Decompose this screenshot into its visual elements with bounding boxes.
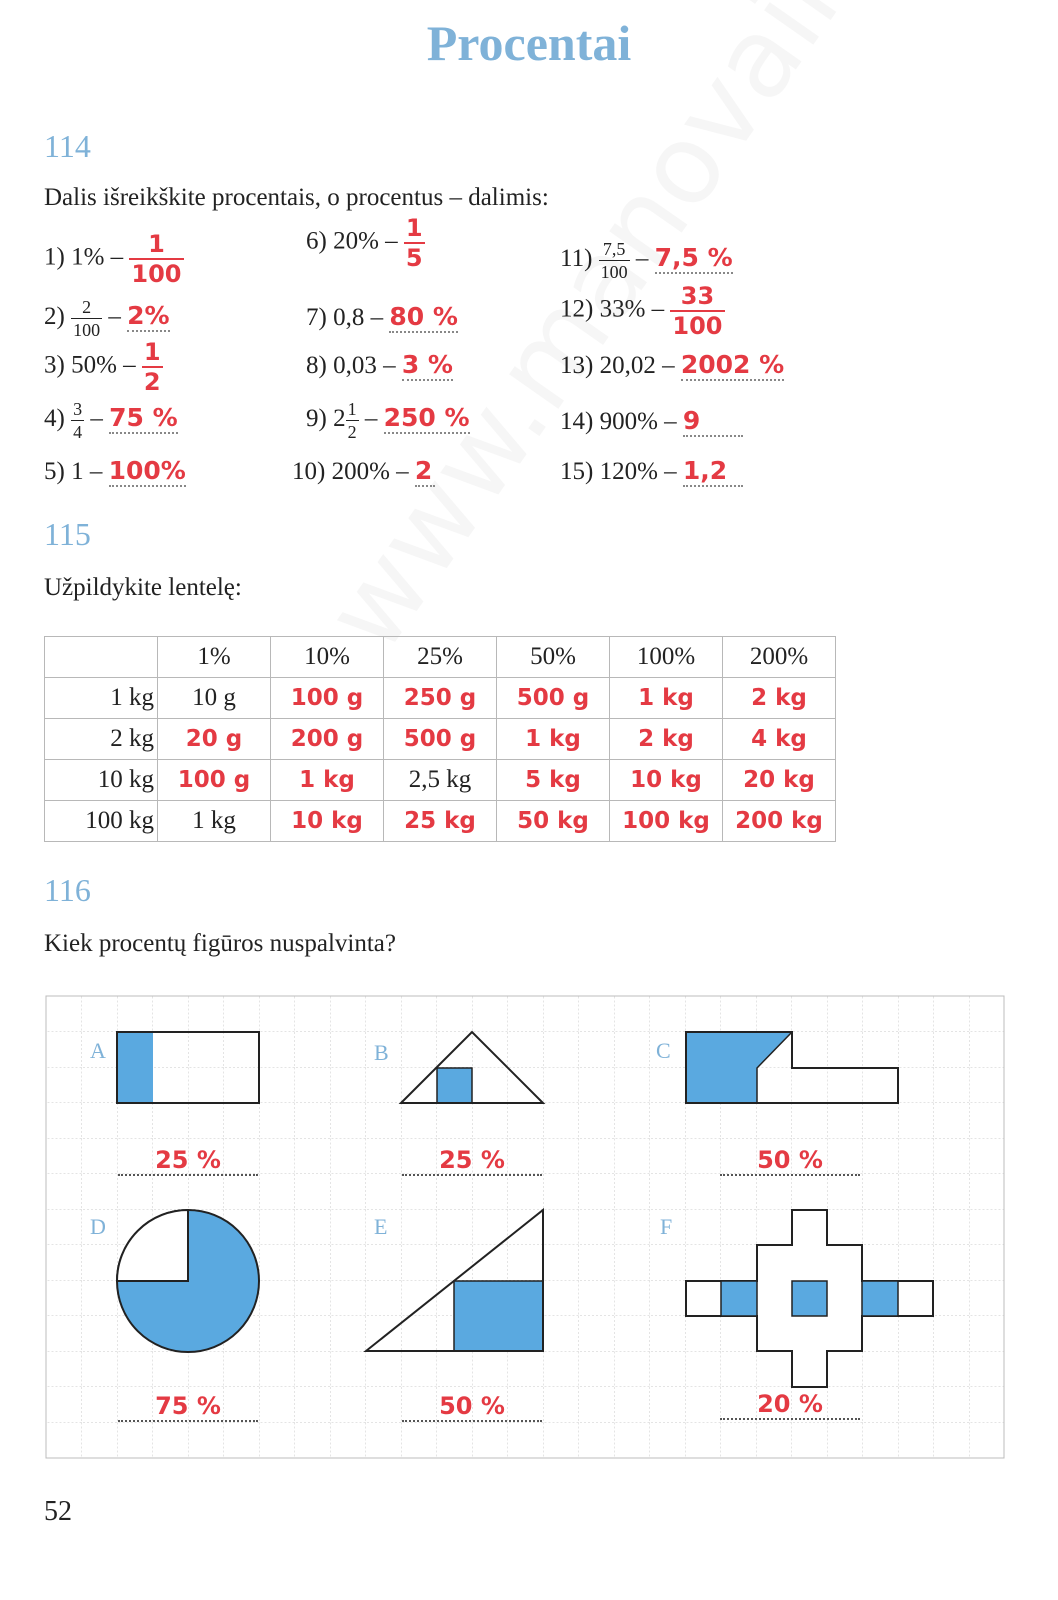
answer-10: 2 bbox=[415, 456, 435, 487]
exercise-114-number: 114 bbox=[44, 128, 91, 164]
figure-e-answer: 50 % bbox=[402, 1392, 542, 1422]
table-cell-answer: 100 g bbox=[158, 760, 271, 801]
table-cell-answer: 1 kg bbox=[271, 760, 384, 801]
exercise-116-instruction: Kiek procentų figūros nuspalvinta? bbox=[44, 930, 396, 957]
table-cell-answer: 100 kg bbox=[610, 801, 723, 842]
answer-11: 7,5 % bbox=[654, 243, 733, 273]
answer-2: 2% bbox=[127, 301, 170, 331]
table-cell-answer: 5 kg bbox=[497, 760, 610, 801]
table-cell: 1 kg bbox=[158, 801, 271, 842]
figure-b-label: B bbox=[374, 1040, 389, 1065]
item-10: 10) 200% – 2 bbox=[292, 456, 435, 487]
item-9: 9) 2 $\frac{1}{2}$ – 250 % bbox=[306, 399, 470, 442]
table-row-header: 2 kg bbox=[45, 719, 158, 760]
table-header-cell: 200% bbox=[723, 637, 836, 678]
answer-6: $\frac{1}{5}$ bbox=[405, 214, 423, 272]
figure-a-answer: 25 % bbox=[118, 1146, 258, 1176]
figure-b-answer: 25 % bbox=[402, 1146, 542, 1176]
answer-13: 2002 % bbox=[680, 350, 785, 379]
figure-a-label: A bbox=[90, 1038, 106, 1063]
answer-9: 250 % bbox=[383, 403, 470, 433]
figure-c-label: C bbox=[656, 1038, 671, 1063]
table-cell-answer: 100 g bbox=[271, 678, 384, 719]
table-cell-answer: 500 g bbox=[497, 678, 610, 719]
table-cell-answer: 20 g bbox=[158, 719, 271, 760]
table-cell: 2,5 kg bbox=[384, 760, 497, 801]
figure-d-label: D bbox=[90, 1214, 106, 1239]
answer-1: $\frac{1}{100}$ bbox=[131, 230, 182, 288]
exercise-116-number: 116 bbox=[44, 872, 91, 908]
table-header-cell: 1% bbox=[158, 637, 271, 678]
item-11: 11) $\frac{7,5}{100}$ – 7,5 % bbox=[560, 239, 733, 282]
answer-14: 9 bbox=[683, 406, 743, 437]
answer-3: $\frac{1}{2}$ bbox=[143, 338, 161, 396]
table-cell-answer: 200 g bbox=[271, 719, 384, 760]
figure-d-answer: 75 % bbox=[118, 1392, 258, 1422]
figure-e-label: E bbox=[374, 1214, 388, 1239]
item-6: 6) 20% – $\frac{1}{5}$ bbox=[306, 214, 423, 272]
table-cell-answer: 4 kg bbox=[723, 719, 836, 760]
answer-7: 80 % bbox=[389, 302, 458, 331]
item-13: 13) 20,02 – 2002 % bbox=[560, 350, 785, 379]
figure-f-answer: 20 % bbox=[720, 1390, 860, 1420]
figure-c-answer: 50 % bbox=[720, 1146, 860, 1176]
answer-5: 100% bbox=[108, 456, 186, 485]
item-2: 2) $\frac{2}{100}$ – 2% bbox=[44, 297, 170, 340]
item-14: 14) 900% – 9 bbox=[560, 406, 743, 437]
answer-15: 1,2 bbox=[683, 456, 743, 487]
table-cell-answer: 200 kg bbox=[723, 801, 836, 842]
table-cell-answer: 50 kg bbox=[497, 801, 610, 842]
figure-d bbox=[117, 1210, 259, 1352]
table-cell-answer: 10 kg bbox=[610, 760, 723, 801]
table-header-cell: 25% bbox=[384, 637, 497, 678]
table-header-cell: 10% bbox=[271, 637, 384, 678]
table-cell-answer: 250 g bbox=[384, 678, 497, 719]
table-cell-answer: 10 kg bbox=[271, 801, 384, 842]
page-title: Procentai bbox=[426, 15, 632, 71]
exercise-115-instruction: Užpildykite lentelę: bbox=[44, 574, 242, 601]
table-row-header: 1 kg bbox=[45, 678, 158, 719]
item-7: 7) 0,8 – 80 % bbox=[306, 302, 458, 331]
table-header-cell: 50% bbox=[497, 637, 610, 678]
answer-4: 75 % bbox=[109, 403, 178, 433]
exercise-115-number: 115 bbox=[44, 516, 91, 552]
item-4: 4) $\frac{3}{4}$ – 75 % bbox=[44, 399, 178, 442]
table-row-header: 100 kg bbox=[45, 801, 158, 842]
item-1: 1) 1% – $\frac{1}{100}$ bbox=[44, 230, 182, 288]
item-15: 15) 120% – 1,2 bbox=[560, 456, 743, 487]
item-5: 5) 1 – 100% bbox=[44, 456, 186, 485]
item-3: 3) 50% – $\frac{1}{2}$ bbox=[44, 338, 161, 396]
table-cell-answer: 2 kg bbox=[610, 719, 723, 760]
table-cell-answer: 2 kg bbox=[723, 678, 836, 719]
figure-f-label: F bbox=[660, 1214, 673, 1239]
item-12: 12) 33% – $\frac{33}{100}$ bbox=[560, 282, 723, 340]
table-row-header: 10 kg bbox=[45, 760, 158, 801]
table-cell-answer: 500 g bbox=[384, 719, 497, 760]
table-cell-answer: 25 kg bbox=[384, 801, 497, 842]
answer-8: 3 % bbox=[401, 350, 453, 379]
item-8: 8) 0,03 – 3 % bbox=[306, 350, 453, 379]
answer-12: $\frac{33}{100}$ bbox=[672, 282, 723, 340]
page-number: 52 bbox=[44, 1496, 72, 1527]
table-cell-answer: 20 kg bbox=[723, 760, 836, 801]
table-cell-answer: 1 kg bbox=[497, 719, 610, 760]
table-cell-answer: 1 kg bbox=[610, 678, 723, 719]
table-header-cell: 100% bbox=[610, 637, 723, 678]
exercise-114-instruction: Dalis išreikškite procentais, o procentus – dalimis: bbox=[44, 184, 549, 211]
table-cell: 10 g bbox=[158, 678, 271, 719]
